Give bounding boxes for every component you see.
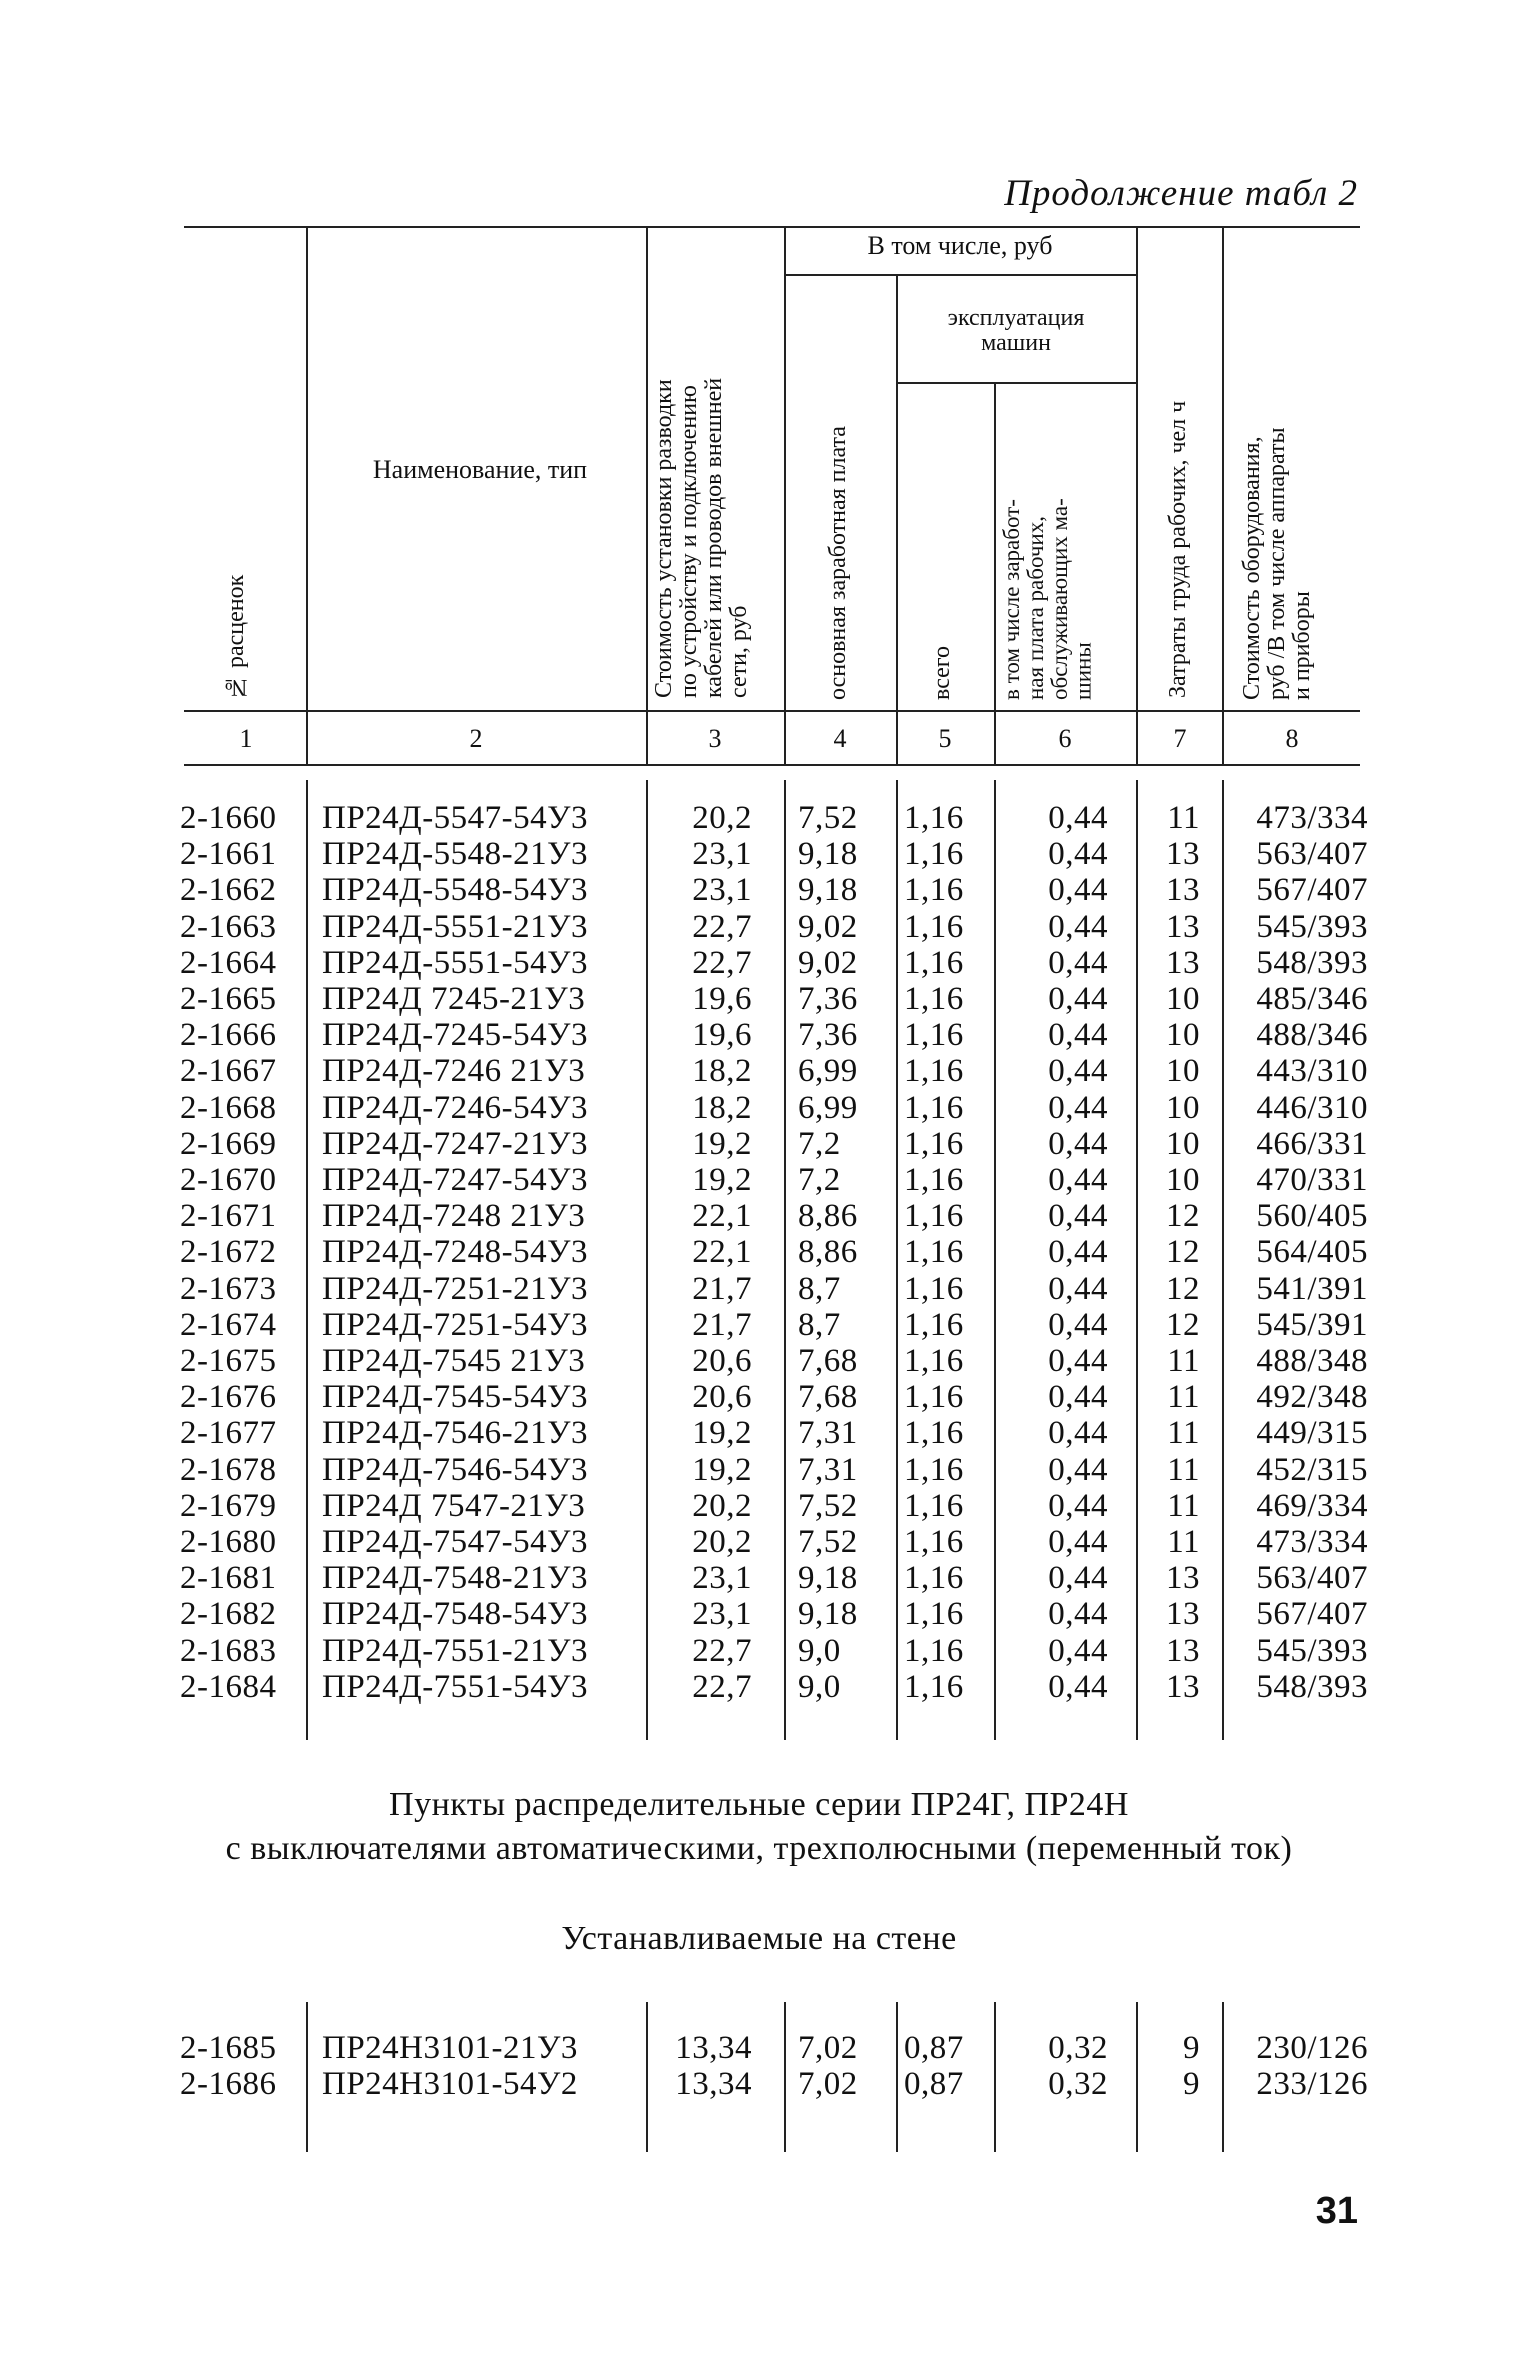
cell-device-type: ПР24Д-5548-54У3 <box>322 872 589 909</box>
cell-rate-number: 2-1663 <box>180 908 277 945</box>
cell-machine-total: 1,16 <box>904 1487 964 1524</box>
cell-device-type: ПР24Д-5547-54У3 <box>322 800 589 836</box>
cell-rate-number: 2-1671 <box>180 1198 277 1235</box>
cell-installation-cost: 19,2 <box>692 1415 752 1452</box>
cell-installation-cost: 22,1 <box>692 1234 752 1271</box>
cell-rate-number: 2-1686 <box>180 2066 277 2102</box>
cell-installation-cost: 18,2 <box>692 1089 752 1126</box>
cell-machine-total: 0,87 <box>904 2066 964 2102</box>
cell-machine-wages: 0,44 <box>1048 1668 1108 1705</box>
cell-installation-cost: 18,2 <box>692 1053 752 1090</box>
column-number-3: 3 <box>708 724 722 753</box>
cell-machine-wages: 0,44 <box>1048 1162 1108 1198</box>
cell-rate-number: 2-1684 <box>180 1668 277 1705</box>
column-number-8: 8 <box>1285 724 1299 753</box>
cell-equipment-cost: 563/407 <box>1256 836 1368 873</box>
header-base-wages: основная заработная плата <box>825 426 851 700</box>
section-subtitle: Устанавливаемые на стене <box>561 1920 957 1957</box>
cell-machine-total: 1,16 <box>904 1162 964 1198</box>
cell-labor-hours: 13 <box>1166 1596 1200 1633</box>
cell-device-type: ПР24Д-5551-54У3 <box>322 944 589 981</box>
group-rule <box>784 274 1136 276</box>
cell-rate-number: 2-1680 <box>180 1524 277 1560</box>
header-divider-7 <box>1222 228 1224 764</box>
cell-device-type: ПР24Д 7245-21У3 <box>322 981 586 1017</box>
cell-machine-total: 1,16 <box>904 836 964 873</box>
cell-equipment-cost: 564/405 <box>1256 1234 1368 1271</box>
cell-machine-wages: 0,44 <box>1048 1343 1108 1379</box>
cell-device-type: ПР24Д-7545 21У3 <box>322 1343 586 1379</box>
header-divider-3 <box>784 228 786 764</box>
cell-base-wages: 9,18 <box>798 1596 858 1633</box>
cell-labor-hours: 12 <box>1166 1198 1200 1235</box>
cell-labor-hours: 10 <box>1166 1125 1200 1162</box>
body-divider-2 <box>646 780 648 1740</box>
cell-machine-total: 1,16 <box>904 1017 964 1054</box>
cell-machine-wages: 0,44 <box>1048 836 1108 873</box>
cell-rate-number: 2-1670 <box>180 1162 277 1198</box>
cell-equipment-cost: 233/126 <box>1256 2066 1368 2102</box>
cell-installation-cost: 22,7 <box>692 1632 752 1669</box>
cell-device-type: ПР24Д-7246 21У3 <box>322 1053 586 1090</box>
cell-machine-total: 1,16 <box>904 1306 964 1343</box>
cell-installation-cost: 22,7 <box>692 908 752 945</box>
column-numbers-rule <box>184 764 1360 766</box>
cell-machine-wages: 0,44 <box>1048 872 1108 909</box>
cell-base-wages: 8,86 <box>798 1198 858 1235</box>
cell-machine-wages: 0,44 <box>1048 1053 1108 1090</box>
cell-installation-cost: 22,1 <box>692 1198 752 1235</box>
cell-base-wages: 7,2 <box>798 1125 841 1162</box>
cell-base-wages: 9,18 <box>798 836 858 873</box>
cell-installation-cost: 21,7 <box>692 1270 752 1307</box>
cell-machine-total: 1,16 <box>904 1524 964 1560</box>
cell-rate-number: 2-1678 <box>180 1451 277 1488</box>
cell-installation-cost: 23,1 <box>692 1560 752 1597</box>
cell-rate-number: 2-1669 <box>180 1125 277 1162</box>
cell-installation-cost: 20,6 <box>692 1343 752 1379</box>
cell-base-wages: 9,02 <box>798 944 858 981</box>
cell-equipment-cost: 545/393 <box>1256 908 1368 945</box>
page-number: 31 <box>1315 2190 1358 2232</box>
section-title-line-2: с выключателями автоматическими, трехполюсными (переменный ток) <box>225 1830 1293 1867</box>
cell-machine-total: 1,16 <box>904 944 964 981</box>
cell-installation-cost: 22,7 <box>692 1668 752 1705</box>
header-machine-operation: эксплуатация машин <box>947 305 1085 357</box>
cell-machine-wages: 0,44 <box>1048 981 1108 1017</box>
cell-machine-total: 1,16 <box>904 1089 964 1126</box>
cell-device-type: ПР24Д-7247-21У3 <box>322 1125 589 1162</box>
cell-rate-number: 2-1683 <box>180 1632 277 1669</box>
cell-machine-wages: 0,44 <box>1048 1451 1108 1488</box>
cell-labor-hours: 13 <box>1166 908 1200 945</box>
header-name-type: Наименование, тип <box>372 455 588 484</box>
cell-machine-wages: 0,32 <box>1048 2066 1108 2102</box>
cell-labor-hours: 13 <box>1166 944 1200 981</box>
cell-device-type: ПР24Д-7245-54У3 <box>322 1017 589 1054</box>
cell-labor-hours: 11 <box>1167 1487 1200 1524</box>
cell-machine-total: 1,16 <box>904 872 964 909</box>
cell-labor-hours: 10 <box>1166 1017 1200 1054</box>
cell-base-wages: 7,36 <box>798 981 858 1017</box>
cell-installation-cost: 19,2 <box>692 1125 752 1162</box>
header-total: всего <box>929 645 955 700</box>
cell-machine-total: 1,16 <box>904 908 964 945</box>
cell-labor-hours: 12 <box>1166 1234 1200 1271</box>
cell-device-type: ПР24Д-5548-21У3 <box>322 836 589 873</box>
cell-labor-hours: 13 <box>1166 872 1200 909</box>
cell-machine-wages: 0,32 <box>1048 2030 1108 2066</box>
header-machine-wages: в том числе заработ- ная плата рабочих, обслуживающих ма- шины <box>999 498 1096 700</box>
cell-equipment-cost: 545/393 <box>1256 1632 1368 1669</box>
cell-base-wages: 9,18 <box>798 872 858 909</box>
cell-equipment-cost: 485/346 <box>1256 981 1368 1017</box>
header-divider-5 <box>994 384 996 764</box>
cell-base-wages: 7,02 <box>798 2030 858 2066</box>
cell-equipment-cost: 560/405 <box>1256 1198 1368 1235</box>
cell-machine-total: 1,16 <box>904 1632 964 1669</box>
cell-rate-number: 2-1665 <box>180 981 277 1017</box>
body2-divider-5 <box>994 2002 996 2152</box>
cell-device-type: ПР24Н3101-21У3 <box>322 2030 578 2066</box>
cell-device-type: ПР24Д-7247-54У3 <box>322 1162 589 1198</box>
cell-machine-total: 1,16 <box>904 1668 964 1705</box>
cell-device-type: ПР24Д 7547-21У3 <box>322 1487 586 1524</box>
cell-labor-hours: 13 <box>1166 1668 1200 1705</box>
cell-installation-cost: 20,2 <box>692 1524 752 1560</box>
cell-base-wages: 9,0 <box>798 1668 841 1705</box>
cell-machine-total: 1,16 <box>904 1596 964 1633</box>
cell-labor-hours: 11 <box>1167 1379 1200 1416</box>
cell-equipment-cost: 469/334 <box>1256 1487 1368 1524</box>
cell-machine-wages: 0,44 <box>1048 1596 1108 1633</box>
cell-base-wages: 7,2 <box>798 1162 841 1198</box>
cell-machine-wages: 0,44 <box>1048 1415 1108 1452</box>
cell-rate-number: 2-1675 <box>180 1343 277 1379</box>
cell-machine-wages: 0,44 <box>1048 1270 1108 1307</box>
cell-machine-total: 0,87 <box>904 2030 964 2066</box>
cell-base-wages: 7,52 <box>798 800 858 836</box>
cell-device-type: ПР24Д-7551-54У3 <box>322 1668 589 1705</box>
cell-base-wages: 6,99 <box>798 1053 858 1090</box>
cell-equipment-cost: 492/348 <box>1256 1379 1368 1416</box>
header-equipment-cost: Стоимость оборудования, руб /В том числе аппараты и приборы <box>1239 427 1315 700</box>
cell-equipment-cost: 449/315 <box>1256 1415 1368 1452</box>
cell-rate-number: 2-1672 <box>180 1234 277 1271</box>
body-divider-5 <box>994 780 996 1740</box>
cell-machine-total: 1,16 <box>904 1343 964 1379</box>
cell-equipment-cost: 446/310 <box>1256 1089 1368 1126</box>
cell-labor-hours: 11 <box>1167 1524 1200 1560</box>
cell-machine-wages: 0,44 <box>1048 1017 1108 1054</box>
cell-rate-number: 2-1685 <box>180 2030 277 2066</box>
cell-equipment-cost: 567/407 <box>1256 872 1368 909</box>
cell-device-type: ПР24Д-5551-21У3 <box>322 908 589 945</box>
cell-machine-wages: 0,44 <box>1048 1125 1108 1162</box>
cell-equipment-cost: 567/407 <box>1256 1596 1368 1633</box>
cell-device-type: ПР24Д-7548-54У3 <box>322 1596 589 1633</box>
cell-labor-hours: 11 <box>1167 1343 1200 1379</box>
cell-machine-wages: 0,44 <box>1048 800 1108 836</box>
cell-installation-cost: 23,1 <box>692 872 752 909</box>
cell-machine-wages: 0,44 <box>1048 1487 1108 1524</box>
column-number-6: 6 <box>1058 724 1072 753</box>
cell-equipment-cost: 488/346 <box>1256 1017 1368 1054</box>
cell-equipment-cost: 488/348 <box>1256 1343 1368 1379</box>
body2-divider-3 <box>784 2002 786 2152</box>
cell-base-wages: 8,86 <box>798 1234 858 1271</box>
cell-rate-number: 2-1664 <box>180 944 277 981</box>
cell-equipment-cost: 473/334 <box>1256 1524 1368 1560</box>
column-number-5: 5 <box>938 724 952 753</box>
cell-machine-total: 1,16 <box>904 1125 964 1162</box>
cell-installation-cost: 20,6 <box>692 1379 752 1416</box>
cell-machine-wages: 0,44 <box>1048 1198 1108 1235</box>
cell-base-wages: 9,0 <box>798 1632 841 1669</box>
cell-base-wages: 9,02 <box>798 908 858 945</box>
cell-machine-wages: 0,44 <box>1048 1089 1108 1126</box>
table-continuation-caption: Продолжение табл 2 <box>1004 173 1358 214</box>
cell-device-type: ПР24Д-7548-21У3 <box>322 1560 589 1597</box>
cell-machine-total: 1,16 <box>904 1560 964 1597</box>
cell-machine-wages: 0,44 <box>1048 1632 1108 1669</box>
cell-rate-number: 2-1682 <box>180 1596 277 1633</box>
cell-device-type: ПР24Д-7248 21У3 <box>322 1198 586 1235</box>
cell-base-wages: 7,02 <box>798 2066 858 2102</box>
cell-labor-hours: 11 <box>1167 800 1200 836</box>
cell-rate-number: 2-1676 <box>180 1379 277 1416</box>
body-divider-7 <box>1222 780 1224 1740</box>
body2-divider-2 <box>646 2002 648 2152</box>
cell-device-type: ПР24Н3101-54У2 <box>322 2066 578 2102</box>
cell-base-wages: 6,99 <box>798 1089 858 1126</box>
cell-labor-hours: 10 <box>1166 1162 1200 1198</box>
cell-base-wages: 9,18 <box>798 1560 858 1597</box>
cell-equipment-cost: 452/315 <box>1256 1451 1368 1488</box>
cell-machine-total: 1,16 <box>904 1234 964 1271</box>
body-divider-6 <box>1136 780 1138 1740</box>
cell-equipment-cost: 545/391 <box>1256 1306 1368 1343</box>
cell-base-wages: 8,7 <box>798 1306 841 1343</box>
cell-machine-total: 1,16 <box>904 1415 964 1452</box>
header-labor-costs: Затраты труда рабочих, чел ч <box>1165 400 1191 698</box>
cell-machine-total: 1,16 <box>904 800 964 836</box>
cell-machine-wages: 0,44 <box>1048 1560 1108 1597</box>
cell-base-wages: 7,31 <box>798 1415 858 1452</box>
cell-installation-cost: 23,1 <box>692 1596 752 1633</box>
cell-machine-total: 1,16 <box>904 981 964 1017</box>
cell-labor-hours: 9 <box>1183 2066 1200 2102</box>
cell-labor-hours: 13 <box>1166 1632 1200 1669</box>
cell-device-type: ПР24Д-7251-21У3 <box>322 1270 589 1307</box>
cell-installation-cost: 22,7 <box>692 944 752 981</box>
cell-labor-hours: 11 <box>1167 1451 1200 1488</box>
cell-installation-cost: 20,2 <box>692 1487 752 1524</box>
cell-device-type: ПР24Д-7546-21У3 <box>322 1415 589 1452</box>
cell-installation-cost: 20,2 <box>692 800 752 836</box>
cell-installation-cost: 19,6 <box>692 1017 752 1054</box>
column-number-4: 4 <box>833 724 847 753</box>
cell-rate-number: 2-1660 <box>180 800 277 836</box>
header-top-rule <box>184 226 1360 228</box>
cell-machine-total: 1,16 <box>904 1451 964 1488</box>
body2-divider-6 <box>1136 2002 1138 2152</box>
cell-machine-wages: 0,44 <box>1048 908 1108 945</box>
header-divider-4 <box>896 276 898 764</box>
cell-rate-number: 2-1666 <box>180 1017 277 1054</box>
subgroup-rule <box>896 382 1136 384</box>
cell-device-type: ПР24Д-7547-54У3 <box>322 1524 589 1560</box>
cell-base-wages: 7,31 <box>798 1451 858 1488</box>
cell-rate-number: 2-1677 <box>180 1415 277 1452</box>
cell-machine-total: 1,16 <box>904 1379 964 1416</box>
header-divider-1 <box>306 228 308 764</box>
cell-base-wages: 8,7 <box>798 1270 841 1307</box>
cell-rate-number: 2-1674 <box>180 1306 277 1343</box>
cell-base-wages: 7,36 <box>798 1017 858 1054</box>
cell-device-type: ПР24Д-7546-54У3 <box>322 1451 589 1488</box>
cell-base-wages: 7,68 <box>798 1343 858 1379</box>
cell-equipment-cost: 443/310 <box>1256 1053 1368 1090</box>
cell-labor-hours: 10 <box>1166 1053 1200 1090</box>
header-installation-cost: Стоимость установки разводки по устройству и подключению кабелей или проводов внешней сети, руб <box>651 377 752 698</box>
cell-equipment-cost: 230/126 <box>1256 2030 1368 2066</box>
cell-machine-wages: 0,44 <box>1048 1524 1108 1560</box>
cell-labor-hours: 9 <box>1183 2030 1200 2066</box>
body-divider-3 <box>784 780 786 1740</box>
cell-rate-number: 2-1679 <box>180 1487 277 1524</box>
cell-labor-hours: 10 <box>1166 1089 1200 1126</box>
cell-rate-number: 2-1673 <box>180 1270 277 1307</box>
cell-installation-cost: 23,1 <box>692 836 752 873</box>
cell-machine-total: 1,16 <box>904 1198 964 1235</box>
cell-base-wages: 7,52 <box>798 1524 858 1560</box>
cell-base-wages: 7,52 <box>798 1487 858 1524</box>
cell-machine-wages: 0,44 <box>1048 1306 1108 1343</box>
cell-device-type: ПР24Д-7251-54У3 <box>322 1306 589 1343</box>
cell-rate-number: 2-1681 <box>180 1560 277 1597</box>
header-bottom-rule <box>184 710 1360 712</box>
cell-rate-number: 2-1668 <box>180 1089 277 1126</box>
cell-rate-number: 2-1661 <box>180 836 277 873</box>
cell-device-type: ПР24Д-7545-54У3 <box>322 1379 589 1416</box>
cell-equipment-cost: 470/331 <box>1256 1162 1368 1198</box>
cell-installation-cost: 19,2 <box>692 1162 752 1198</box>
section-title-line-1: Пункты распределительные серии ПР24Г, ПР24Н <box>389 1786 1129 1823</box>
header-divider-6 <box>1136 228 1138 764</box>
cell-equipment-cost: 473/334 <box>1256 800 1368 836</box>
cell-labor-hours: 12 <box>1166 1306 1200 1343</box>
cell-rate-number: 2-1662 <box>180 872 277 909</box>
column-number-1: 1 <box>239 724 253 753</box>
cell-labor-hours: 10 <box>1166 981 1200 1017</box>
cell-rate-number: 2-1667 <box>180 1053 277 1090</box>
header-including-group: В том числе, руб <box>867 231 1053 260</box>
body2-divider-7 <box>1222 2002 1224 2152</box>
cell-machine-wages: 0,44 <box>1048 944 1108 981</box>
cell-machine-total: 1,16 <box>904 1053 964 1090</box>
column-number-7: 7 <box>1173 724 1187 753</box>
cell-equipment-cost: 466/331 <box>1256 1125 1368 1162</box>
cell-labor-hours: 13 <box>1166 836 1200 873</box>
cell-labor-hours: 11 <box>1167 1415 1200 1452</box>
cell-device-type: ПР24Д-7551-21У3 <box>322 1632 589 1669</box>
cell-labor-hours: 12 <box>1166 1270 1200 1307</box>
cell-equipment-cost: 563/407 <box>1256 1560 1368 1597</box>
cell-installation-cost: 19,2 <box>692 1451 752 1488</box>
cell-device-type: ПР24Д-7248-54У3 <box>322 1234 589 1271</box>
cell-labor-hours: 13 <box>1166 1560 1200 1597</box>
header-rate-number: № расценок <box>223 574 249 700</box>
cell-installation-cost: 19,6 <box>692 981 752 1017</box>
cell-device-type: ПР24Д-7246-54У3 <box>322 1089 589 1126</box>
cell-equipment-cost: 548/393 <box>1256 944 1368 981</box>
cell-installation-cost: 21,7 <box>692 1306 752 1343</box>
column-number-2: 2 <box>469 724 483 753</box>
cell-machine-total: 1,16 <box>904 1270 964 1307</box>
cell-equipment-cost: 548/393 <box>1256 1668 1368 1705</box>
cell-equipment-cost: 541/391 <box>1256 1270 1368 1307</box>
cell-machine-wages: 0,44 <box>1048 1379 1108 1416</box>
header-divider-2 <box>646 228 648 764</box>
body-divider-1 <box>306 780 308 1740</box>
cell-installation-cost: 13,34 <box>675 2066 752 2102</box>
cell-base-wages: 7,68 <box>798 1379 858 1416</box>
body2-divider-1 <box>306 2002 308 2152</box>
cell-machine-wages: 0,44 <box>1048 1234 1108 1271</box>
cell-installation-cost: 13,34 <box>675 2030 752 2066</box>
